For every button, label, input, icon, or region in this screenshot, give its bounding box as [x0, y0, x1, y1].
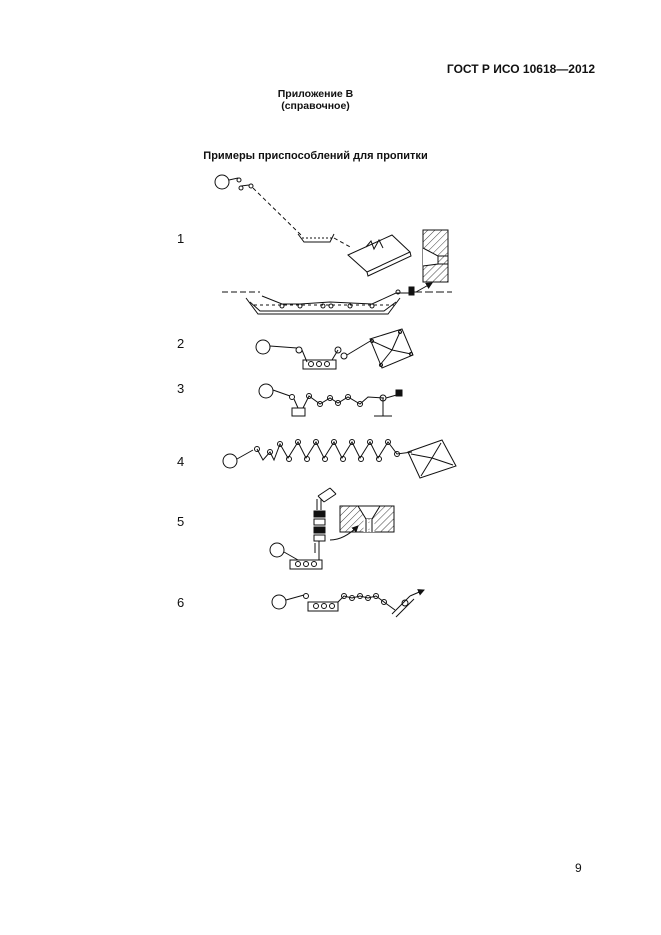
- variant-label-1: 1: [177, 231, 185, 246]
- device-5: [270, 488, 394, 569]
- appendix-subtitle: (справочное): [281, 100, 350, 112]
- variant-label-4: 4: [177, 454, 185, 469]
- figure-title: Примеры приспособлений для пропитки: [203, 150, 428, 162]
- page-number: 9: [575, 861, 582, 875]
- device-2: [256, 329, 413, 369]
- variant-label-6: 6: [177, 595, 185, 610]
- device-1: [215, 175, 452, 314]
- variant-label-3: 3: [177, 381, 185, 396]
- appendix-title: Приложение В: [277, 88, 354, 100]
- device-4: [223, 440, 456, 479]
- variant-label-5: 5: [177, 514, 185, 529]
- variant-label-2: 2: [177, 336, 185, 351]
- device-6: [272, 590, 424, 617]
- standard-code: ГОСТ Р ИСО 10618—2012: [446, 62, 595, 76]
- device-3: [259, 384, 402, 416]
